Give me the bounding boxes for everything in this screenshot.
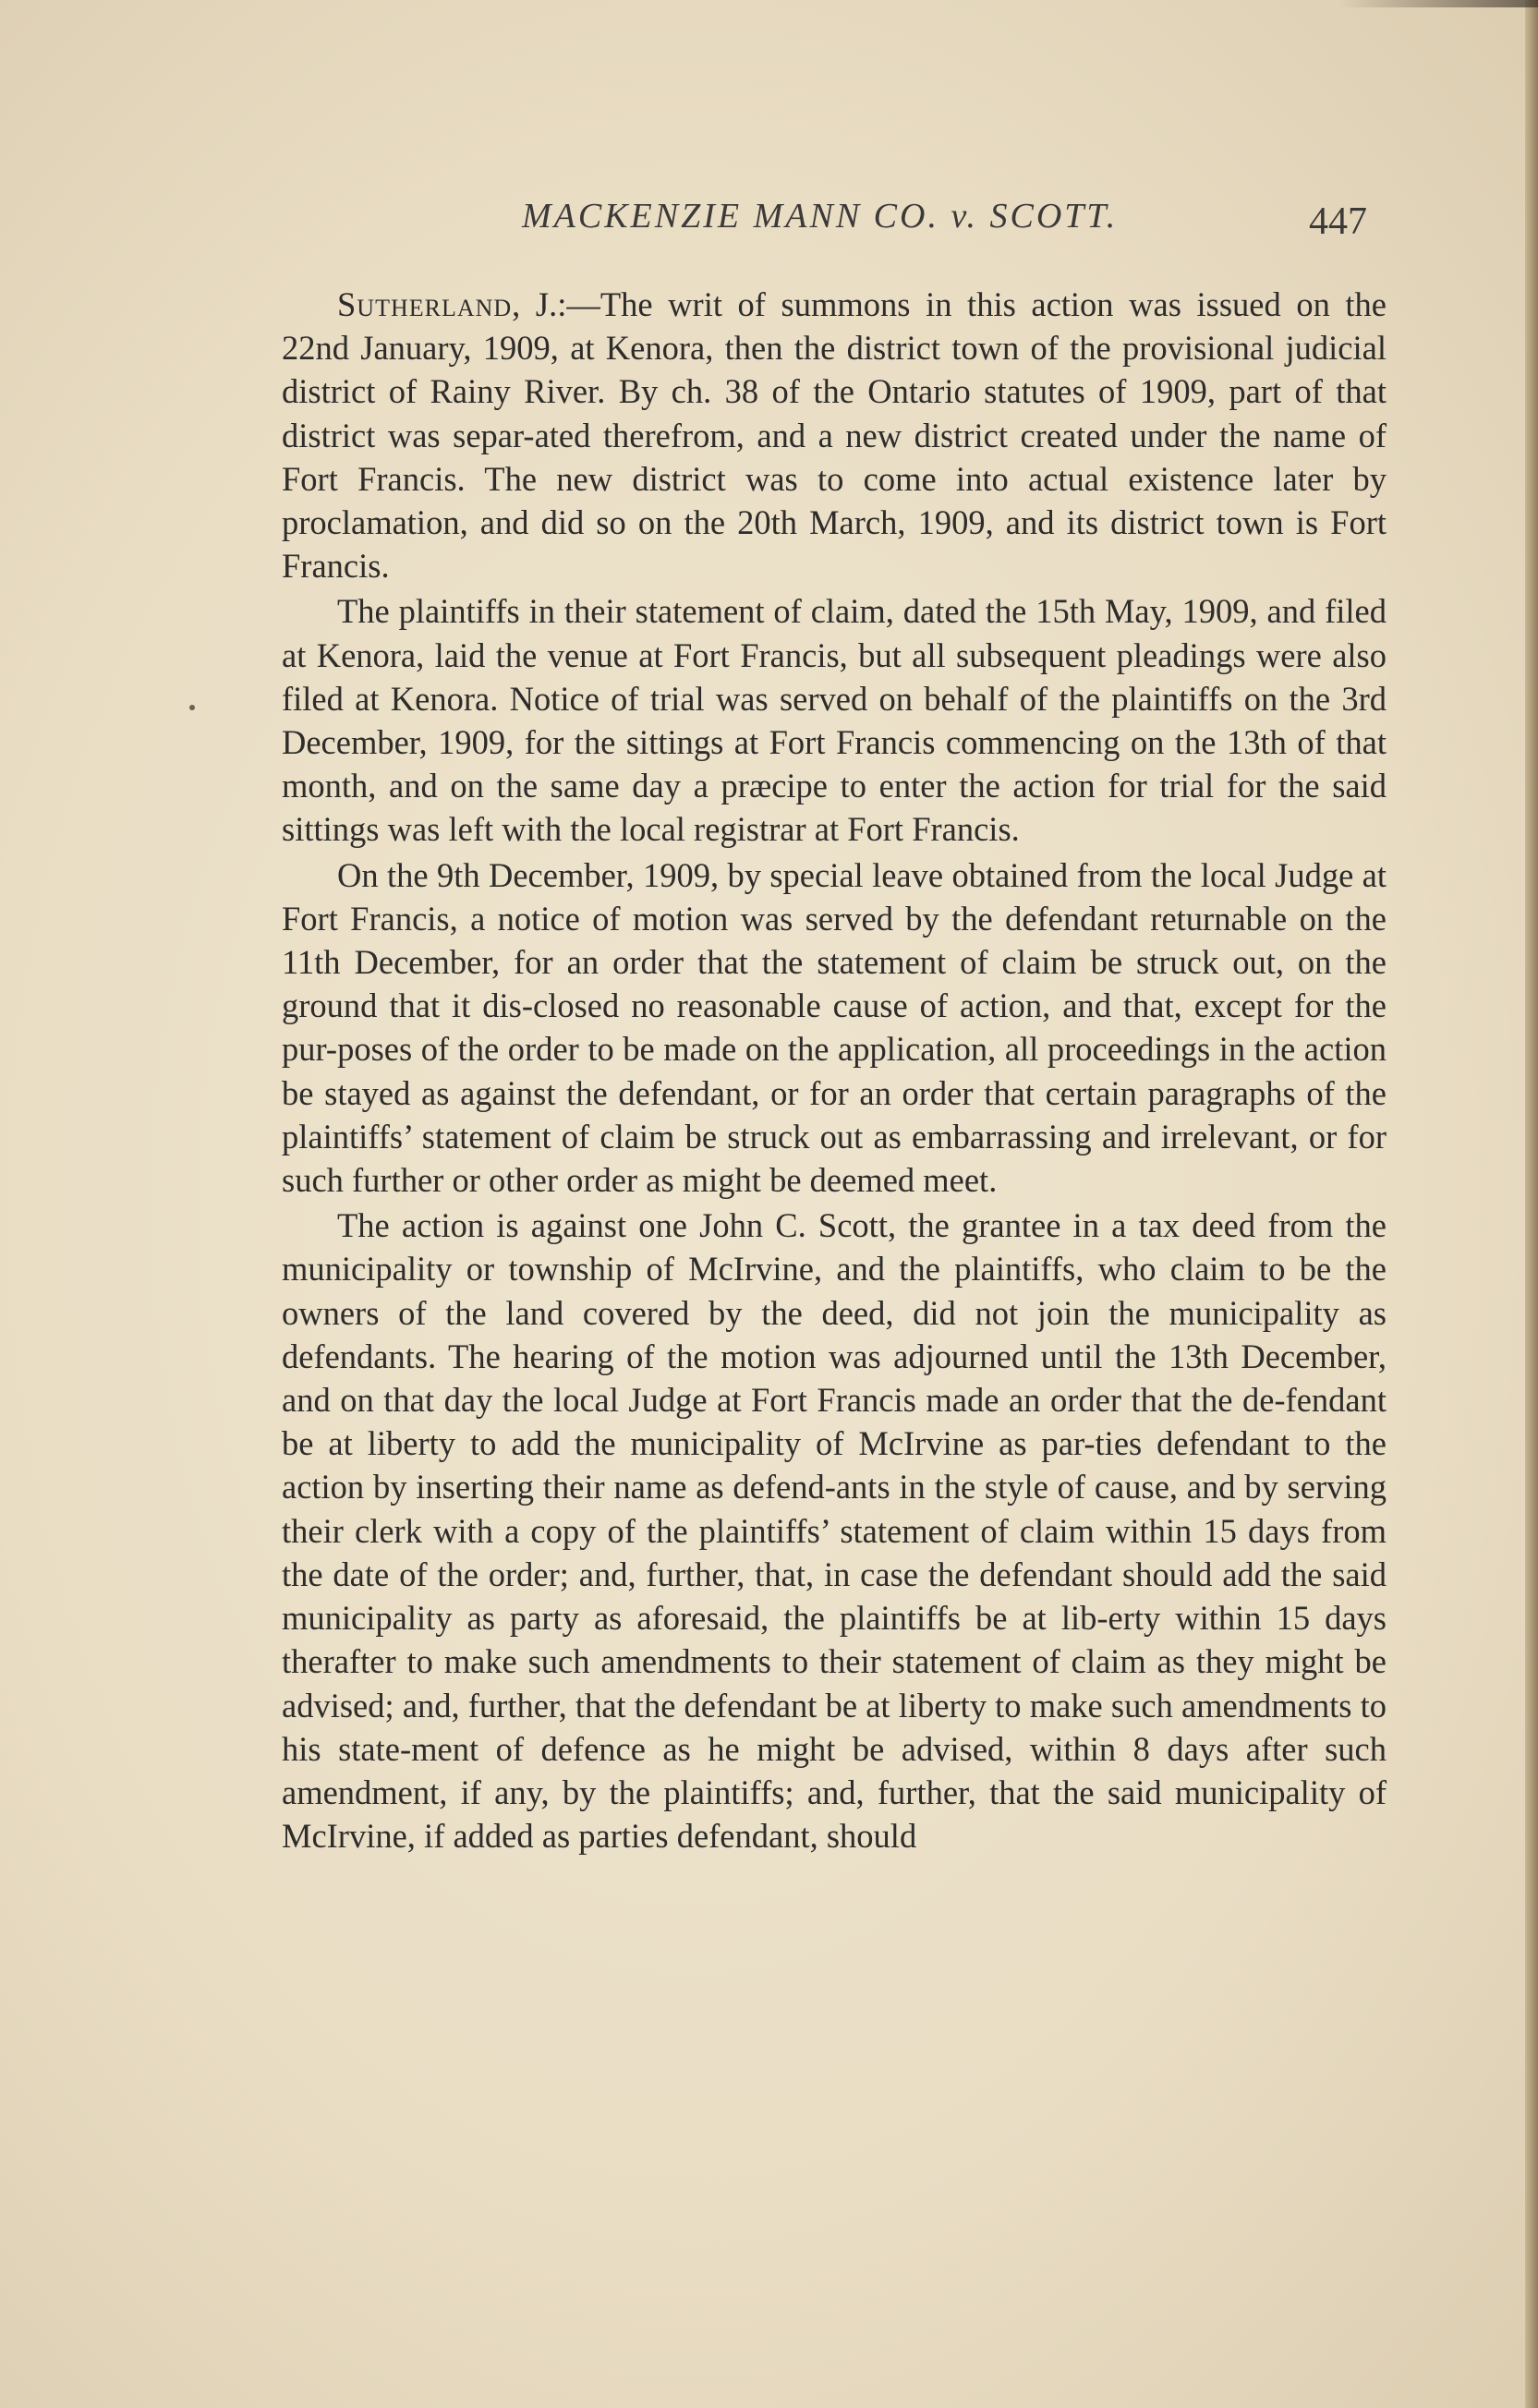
page-number: 447 <box>1309 200 1367 243</box>
running-header: MACKENZIE MANN CO. v. SCOTT. <box>522 197 1119 236</box>
paragraph-1 <box>282 283 1387 587</box>
paragraph-1-text: , J.:—The writ of summons in this action was issued on the 22nd January, 1909, at Kenora, then the district town of the provisional judicial district of Rainy River. By ch. 38 of the Ontario statutes of 1909, part of that district was separ-ated therefrom, and a new district created under the name of Fort Francis. The new district was to come into actual existence later by proclamation, and did so on the 20th March, 1909, and its district town is Fort Francis. <box>282 285 1387 586</box>
paragraph-4: The action is against one John C. Scott, the grantee in a tax deed from the municipality or township of McIrvine, and the plaintiffs, who claim to be the owners of the land covered by the deed, did not join the municipality as defendants. The hearing of the motion was adjourned until the 13th December, and on that day the local Judge at Fort Francis made an order that the de-fendant be at liberty to add the municipality of McIrvine as par-ties defendant to the action by inserting their name as defend-ants in the style of cause, and by serving their clerk with a copy of the plaintiffs’ statement of claim within 15 days from the date of the order; and, further, that, in case the defendant should add the said municipality as party as aforesaid, the plaintiffs be at lib-erty within 15 days therafter to make such amendments to their statement of claim as they might be advised; and, further, that the defendant be at liberty to make such amendments to his state-ment of defence as he might be advised, within 8 days after such amendment, if any, by the plaintiffs; and, further, that the said municipality of McIrvine, if added as parties defendant, should <box>282 1206 1387 1856</box>
page-binding-edge <box>1525 0 1538 2408</box>
page-top-shadow <box>1339 0 1538 7</box>
margin-speck <box>189 705 195 710</box>
paragraph-2: The plaintiffs in their statement of claim, dated the 15th May, 1909, and filed at Kenora, laid the venue at Fort Francis, but all subsequent pleadings were also filed at Kenora. Notice of trial was served on behalf of the plaintiffs on the 3rd December, 1909, for the sittings at Fort Francis commencing on the 13th of that month, and on the same day a præcipe to enter the action for trial for the said sittings was left with the local registrar at Fort Francis. <box>282 592 1387 849</box>
paragraph-3: On the 9th December, 1909, by special leave obtained from the local Judge at Fort Francis, a notice of motion was served by the defendant returnable on the 11th December, for an order that the statement of claim be struck out, on the ground that it dis-closed no reasonable cause of action, and that, except for the pur-poses of the order to be made on the application, all proceedings in the action be stayed as against the defendant, or for an order that certain paragraphs of the plaintiffs’ statement of claim be struck out as embarrassing and irrelevant, or for such further or other order as might be deemed meet. <box>282 855 1387 1200</box>
judge-name: Sutherland <box>337 285 513 323</box>
page-body <box>282 283 1387 1859</box>
